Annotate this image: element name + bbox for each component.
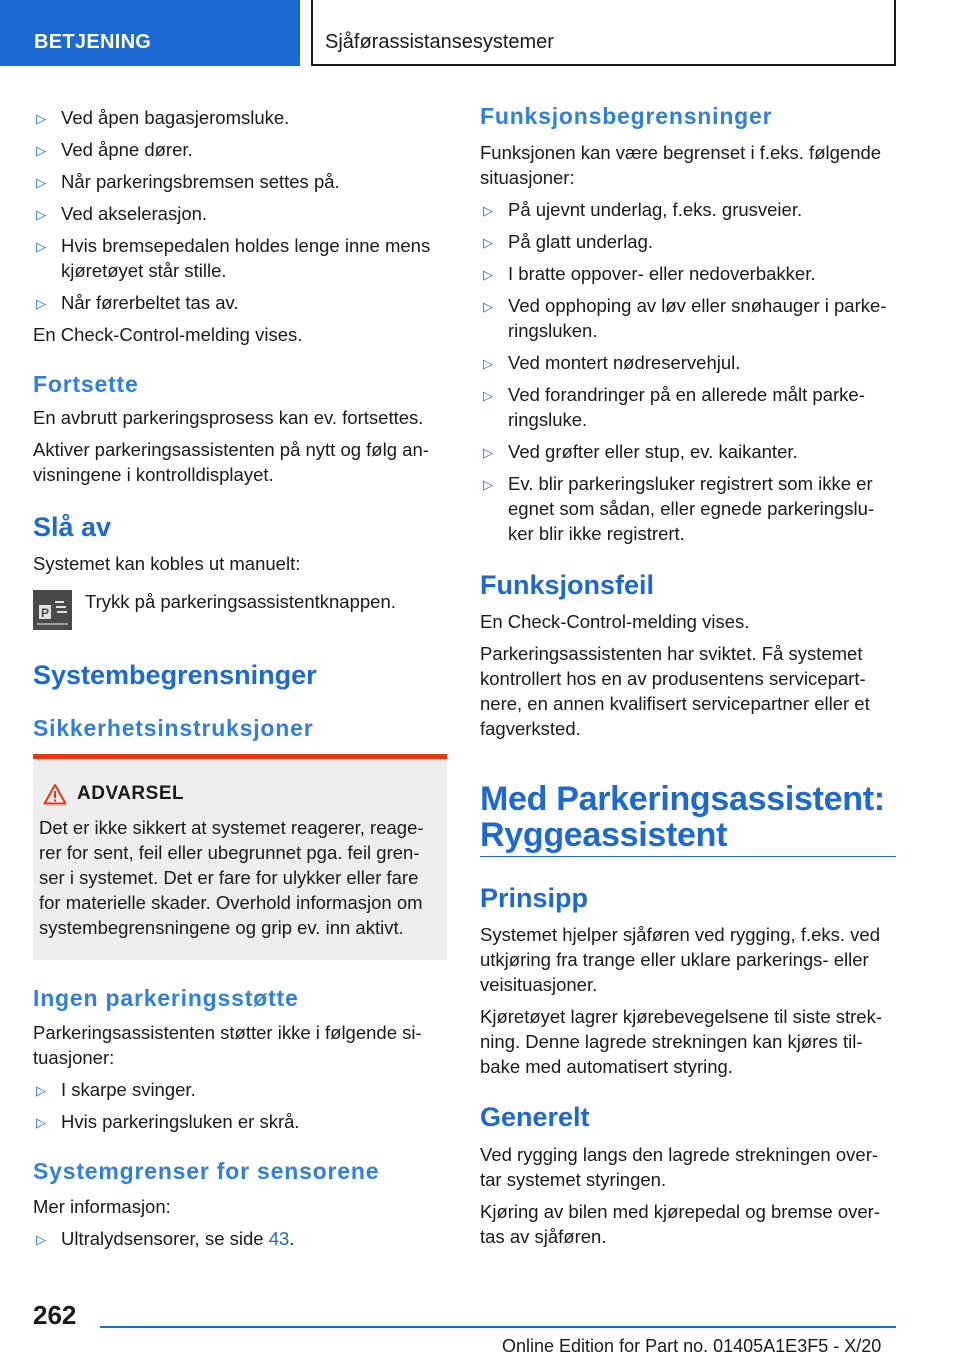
- bullet-icon: ▷: [36, 1232, 46, 1247]
- section-tab: [0, 0, 300, 66]
- list-item: ▷ Ved grøfter eller stup, ev. kaikanter.: [480, 439, 798, 464]
- section-label: BETJENING: [34, 31, 152, 53]
- list-item: ▷ Når parkeringsbremsen settes på.: [33, 169, 340, 194]
- paragraph: tuasjoner:: [33, 1047, 115, 1068]
- edition-text: Online Edition for Part no. 01405A1E3F5 - X/20: [502, 1336, 882, 1356]
- warning-text: Det er ikke sikkert at systemet reagerer, reage- rer for sent, feil eller ubegrunnet pga. feil gren- ser i systemet. Det er fare for ulykker eller fare for materielle skader. Overhold informasjon om systembegrensningene og grip ev. inn aktivt.: [39, 817, 424, 938]
- button-instruction: Trykk på parkeringsassistentknappen.: [85, 591, 396, 612]
- bullet-icon: ▷: [483, 356, 493, 371]
- paragraph: bake med automatisert styring.: [480, 1056, 733, 1077]
- list-item: ▷ I bratte oppover- eller nedoverbakker.: [480, 261, 815, 286]
- paragraph: Mer informasjon:: [33, 1196, 171, 1217]
- heading-prinsipp: Prinsipp: [480, 883, 589, 913]
- paragraph: situasjoner:: [480, 167, 575, 188]
- list-item-continuation: ringsluken.: [508, 320, 598, 341]
- list-item: ▷ Ved åpne dører.: [33, 137, 193, 162]
- bullet-icon: ▷: [36, 143, 46, 158]
- list-item: ▷ Ev. blir parkeringsluker registrert som ikke er: [480, 471, 873, 496]
- heading-ingen-parkeringsstotte: Ingen parkeringsstøtte: [33, 985, 299, 1011]
- bullet-icon: ▷: [483, 203, 493, 218]
- chapter-label: Sjåførassistansesystemer: [325, 31, 554, 53]
- heading-sla-av: Slå av: [33, 512, 112, 542]
- cc-message-text: En Check-Control-melding vises.: [33, 324, 303, 345]
- heading-funksjonsfeil: Funksjonsfeil: [480, 570, 655, 600]
- paragraph: visningene i kontrolldisplayet.: [33, 464, 274, 485]
- list-item: ▷ Ultralydsensorer, se side 43.: [33, 1226, 294, 1251]
- bullet-icon: ▷: [36, 111, 46, 126]
- chapter-title-line1: Med Parkeringsassistent:: [480, 780, 885, 818]
- bullet-icon: ▷: [483, 388, 493, 403]
- heading-systembegrensninger: Systembegrensninger: [33, 660, 317, 690]
- bullet-icon: ▷: [483, 445, 493, 460]
- chapter-tab: [311, 0, 896, 66]
- list-item: ▷ Ved forandringer på en allerede målt parke-: [480, 382, 865, 407]
- list-item: ▷ Ved akselerasjon.: [33, 201, 207, 226]
- bullet-icon: ▷: [36, 296, 46, 311]
- title-divider: [480, 856, 896, 857]
- page-link-43[interactable]: 43: [268, 1228, 290, 1249]
- list-item-continuation: ker blir ikke registrert.: [508, 523, 685, 544]
- paragraph: Systemet kan kobles ut manuelt:: [33, 553, 301, 574]
- paragraph: Systemet hjelper sjåføren ved rygging, f.eks. ved: [480, 924, 880, 945]
- list-item: ▷ På glatt underlag.: [480, 229, 653, 254]
- list-item-continuation: kjøretøyet står stille.: [61, 260, 227, 281]
- heading-generelt: Generelt: [480, 1102, 590, 1132]
- svg-text:P: P: [41, 606, 50, 620]
- bullet-icon: ▷: [36, 239, 46, 254]
- parking-assistant-button-icon: [33, 590, 72, 630]
- list-item: ▷ Hvis bremsepedalen holdes lenge inne mens: [33, 233, 430, 258]
- list-item: ▷ Ved åpen bagasjeromsluke.: [33, 105, 289, 130]
- bullet-icon: ▷: [36, 175, 46, 190]
- warning-box: [33, 754, 447, 960]
- paragraph: En Check-Control-melding vises.: [480, 611, 750, 632]
- bullet-icon: ▷: [36, 1083, 46, 1098]
- paragraph: kontrollert hos en av produsentens servicepart-: [480, 668, 866, 689]
- paragraph: veisituasjoner.: [480, 974, 598, 995]
- footer-divider: [100, 1326, 896, 1328]
- heading-systemgrenser: Systemgrenser for sensorene: [33, 1158, 380, 1184]
- paragraph: Parkeringsassistenten støtter ikke i følgende si-: [33, 1022, 422, 1043]
- bullet-icon: ▷: [483, 235, 493, 250]
- paragraph: ning. Denne lagrede strekningen kan kjøres til-: [480, 1031, 863, 1052]
- warning-title: ADVARSEL: [77, 783, 185, 804]
- paragraph: utkjøring fra trange eller uklare parkerings- eller: [480, 949, 869, 970]
- bullet-icon: ▷: [36, 207, 46, 222]
- bullet-icon: ▷: [483, 477, 493, 492]
- list-item-continuation: egnet som sådan, eller egnede parkeringslu-: [508, 498, 875, 519]
- paragraph: Kjøretøyet lagrer kjørebevegelsene til siste strek-: [480, 1006, 882, 1027]
- heading-fortsette: Fortsette: [33, 371, 139, 397]
- list-item: ▷ I skarpe svinger.: [33, 1077, 196, 1102]
- list-item: ▷ Ved montert nødreservehjul.: [480, 350, 740, 375]
- paragraph: Kjøring av bilen med kjørepedal og bremse over-: [480, 1201, 880, 1222]
- paragraph: tar systemet styringen.: [480, 1169, 667, 1190]
- bullet-icon: ▷: [483, 299, 493, 314]
- warning-triangle-icon: [43, 783, 67, 805]
- chapter-title-line2: Ryggeassistent: [480, 816, 728, 854]
- heading-funksjonsbegrensninger: Funksjonsbegrensninger: [480, 103, 773, 129]
- list-item: ▷ Ved opphoping av løv eller snøhauger i parke-: [480, 293, 886, 318]
- list-item: ▷ På ujevnt underlag, f.eks. grusveier.: [480, 197, 802, 222]
- heading-sikkerhet: Sikkerhetsinstruksjoner: [33, 715, 314, 741]
- bullet-icon: ▷: [36, 1115, 46, 1130]
- list-item: ▷ Når førerbeltet tas av.: [33, 290, 239, 315]
- page-number: 262: [33, 1300, 77, 1330]
- paragraph: nere, en annen kvalifisert servicepartner eller et: [480, 693, 870, 714]
- paragraph: Parkeringsassistenten har sviktet. Få systemet: [480, 643, 863, 664]
- paragraph: Ved rygging langs den lagrede strekningen over-: [480, 1144, 879, 1165]
- paragraph: Aktiver parkeringsassistenten på nytt og følg an-: [33, 439, 429, 460]
- paragraph: Funksjonen kan være begrenset i f.eks. følgende: [480, 142, 882, 163]
- paragraph: fagverksted.: [480, 718, 581, 739]
- list-item: ▷ Hvis parkeringsluken er skrå.: [33, 1109, 300, 1134]
- paragraph: En avbrutt parkeringsprosess kan ev. fortsettes.: [33, 407, 424, 428]
- list-item-continuation: ringsluke.: [508, 409, 588, 430]
- paragraph: tas av sjåføren.: [480, 1226, 607, 1247]
- bullet-icon: ▷: [483, 267, 493, 282]
